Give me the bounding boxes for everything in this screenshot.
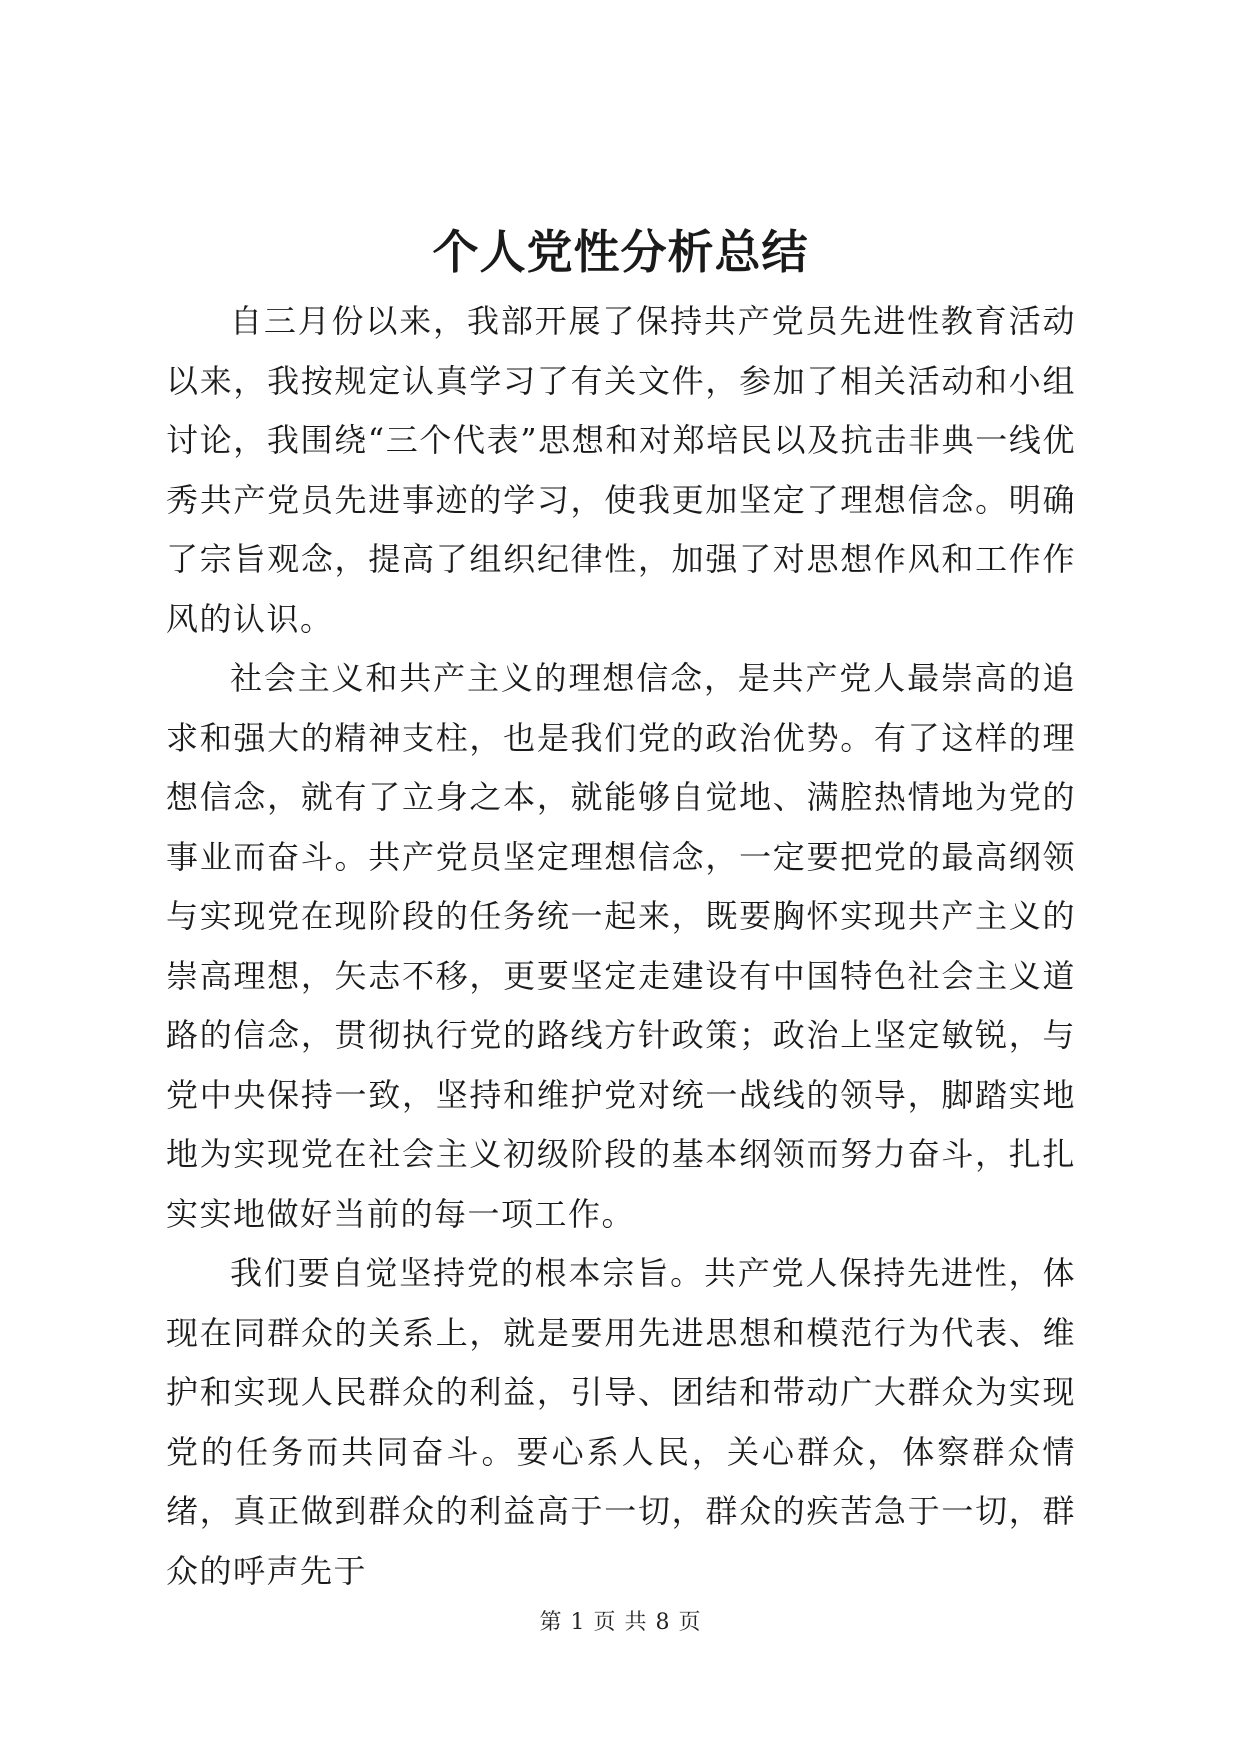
paragraph: 我们要自觉坚持党的根本宗旨。共产党人保持先进性，体现在同群众的关系上，就是要用先进思想和模范行为代表、维护和实现人民群众的利益，引导、团结和带动广大群众为实现党的任务而共同奋斗。要心系人民，关心群众，体察群众情绪，真正做到群众的利益高于一切，群众的疾苦急于一切，群众的呼声先于 [166, 1254, 1076, 1590]
page-number-footer: 第 1 页 共 8 页 [539, 1610, 702, 1635]
document-body [166, 292, 1076, 1601]
document-title: 个人党性分析总结 [432, 225, 809, 279]
paragraph: 社会主义和共产主义的理想信念，是共产党人最崇高的追求和强大的精神支柱，也是我们党的政治优势。有了这样的理想信念，就有了立身之本，就能够自觉地、满腔热情地为党的事业而奋斗。共产党员坚定理想信念，一定要把党的最高纲领与实现党在现阶段的任务统一起来，既要胸怀实现共产主义的崇高理想，矢志不移，更要坚定走建设有中国特色社会主义道路的信念，贯彻执行党的路线方针政策；政治上坚定敏锐，与党中央保持一致，坚持和维护党对统一战线的领导，脚踏实地地为实现党在社会主义初级阶段的基本纲领而努力奋斗，扎扎实实地做好当前的每一项工作。 [166, 659, 1076, 1233]
paragraph: 自三月份以来，我部开展了保持共产党员先进性教育活动以来，我按规定认真学习了有关文件，参加了相关活动和小组讨论，我围绕“三个代表”思想和对郑培民以及抗击非典一线优秀共产党员先进事迹的学习，使我更加坚定了理想信念。明确了宗旨观念，提高了组织纪律性，加强了对思想作风和工作作风的认识。 [166, 302, 1076, 638]
